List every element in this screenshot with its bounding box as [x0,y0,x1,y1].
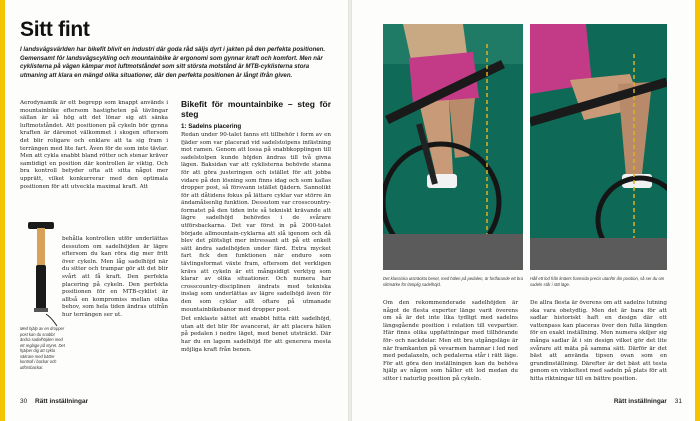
subheading: 1: Sadelns placering [181,122,242,130]
body-text: behålla kontrollen utför underlättas dessutom om sadelhöjden är lägre eftersom du kan röra dig mer fritt över cykeln. Men låg sadelhöjd när du sitter och trampar gör att det blir svårt att få kraft. Den perfekta placering på cykeln. Den perfekta positionen för en MTB-cyklist är alltså en kompromiss mellan olika behov, som hela tiden ändras utifrån hur terrängen ser ut. [62,236,168,318]
page-title: Sitt fint [20,18,90,41]
right-page [352,0,700,421]
body-text: Aerodynamik är ett begrepp som knappt används i mountainbike eftersom hastigheten på tävlingar sällan är så hög att det lönar sig att sänka luftmotståndet. Att positionen på cykeln bör gynna kraften är däremot välkommet i skogen eftersom det blir roligare och enklare att ta sig fram i terrängen med lite fart. Även för de som inte tävlar. Men att cykla snabbt bland rötter och stenar kräver samtidigt en position där kontrollen är viktig. Och bra kontroll betyder ofta att sitta något mer upprätt, vilket konkurrerar med den optimala positionen för att utveckla maximal kraft. Att [20,100,168,190]
yellow-edge-stripe [0,0,5,421]
body-column-4 [530,300,667,384]
photo-caption: Håll ett lod från knäets framsida precis utanför din position, så ser du om sadeln står i rätt läge. [530,276,665,287]
body-column-1-continued [62,236,168,320]
photo-heel-on-pedal [383,24,523,270]
page-number: 30 [20,398,28,405]
page-folio [20,398,88,405]
body-text: Om den rekommenderade sadelhöjden är något de flesta experter länge varit överens om så är det inte lika tydligt med sadelns längsgående position i relation till vevpartier. Här finns olika uppfattningar med tillhörande för- och nackdelar. Men ett bra utgångsläge är när framkanten på vevarmen hamnar i led ned med pedalaxeln, och pedalerna står i rätt läge. För att göra den inställningen kan du behöva hjälp av någon som håller ett lod medan du sitter i naturlig position på cykeln. [383,300,518,382]
photo-knee-plumb-line [530,24,667,270]
body-text: De allra flesta är överens om att sadelns lutning ska vara obetydlig. Men det är bara för att sadlar historiskt haft en design där ett vattenpass kan placeras över den fulla längden för en exakt inställning. Men numera skiljer sig många sadlar åt i sin design vilket gör det lite svårare att mäta på samma sätt. Därför är det bäst att använda tipsen ovan som en grundinställning. Därefter är det bäst att testa genom en vinkeltest med sadeln på plats för att hitta riktningar till en bättre position. [530,300,667,382]
left-page [0,0,348,421]
section-label: Rätt inställningar [35,398,89,405]
body-column-2 [181,100,331,354]
body-text: Det enklaste sättet att snabbt hitta rätt sadelhöjd, utan att det blir för avancerat, är att placera hälen på pedalen i nedre läget, med benet utsträckt. Där har du en lagom sadelhöjd för att generera mesta möjliga kraft från benen. [181,316,331,353]
intro-paragraph: I landsvägsvärlden har bikefit blivit en industri där goda råd säljs dyrt i jakten på den perfekta positionen. Gemensamt för landsvägscykling och mountainbike är ergonomi som gynnar kraft och komfort. Men när cyklisterna på vägen kämpar mot luftmotståndet som sitt största motstånd är MTB-cyklisterna stora utmaning att klara en mängd olika situationer, där den perfekta positionen är långt ifrån given. [20,46,326,79]
body-text: Redan under 90-talet fanns ett tillbehör i form av en fjäder som var placerad vid sadelstolpens infästning mot ramen. Genom att lossa på snabbkopplingen till sadelstolpen kunde höjden ändras till två givna lägen. Baksidan var att cyklisterna behövde stanna för att göra justeringen och istället för att jobba vidare på den lösning som finns idag och som kallas dropper post, så försvann istället fjädern. Sannolikt för att dåtidens fokus på lättare cyklar var större än ändamålsenlig funktion. Dessutom var crosscountry-formatet på den tiden inte så tekniskt krävande att lägre sadelhöjd behövdes i de svårare utförsbackarna. Det var först in på 2000-talet började allmountain-cyklarna att slå igenom och då blev det plötsligt mer intressant att på ett enkelt sätt ändra sadelhöjden under färd. Extra mycket fart fick den funktionen när enduro som tävlingsformat växte fram, eftersom det verkligen krävs att cykeln är ett mångsidigt verktyg som klarar av olika situationer. Och numera har crosscountry-disciplinen ändrats med tekniska inslag som underlättas av lägre sadelhöjd även för den som cyklar allt oftare på utmanade mountainbikebanor med dropper post. [181,131,331,313]
page-folio [614,398,682,405]
image-caption: Med hjälp av en dropper post kan du snabbt ändra sadelhöjden med ett reglage på styret. Det hjälper dig att cykla säkrare med bättre kontroll i backar och utförsbackar. [20,326,65,370]
section-heading: Bikefit för mountainbike – steg för steg [181,99,331,119]
photo-caption: Det klassiska utsträckta benet, med hälen på pedalen, är fortfarande ett bra riktmärke för lämplig sadelhöjd. [383,276,523,287]
body-column-1 [20,100,168,191]
body-column-3 [383,300,518,384]
page-number: 31 [674,398,682,405]
dropper-post-image [24,218,60,328]
yellow-edge-stripe [695,0,700,421]
section-label: Rätt inställningar [613,398,667,405]
